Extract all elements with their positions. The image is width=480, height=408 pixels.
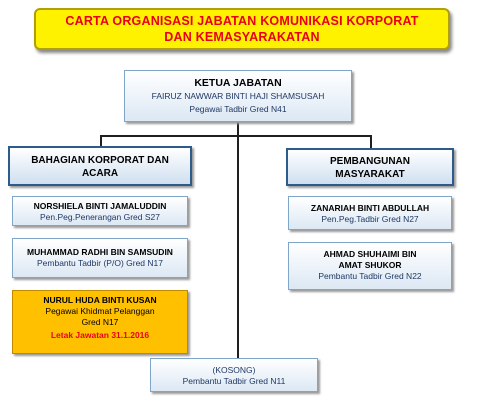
- staff-grade: Pembantu Tadbir Gred N22: [318, 271, 422, 281]
- staff-name: MUHAMMAD RADHI BIN SAMSUDIN: [27, 247, 173, 257]
- vacant-position-box: [150, 358, 318, 392]
- head-name: FAIRUZ NAWWAR BINTI HAJI SHAMSUSAH: [151, 91, 325, 101]
- left-section-header: [8, 146, 192, 186]
- right-section-line-2: MASYARAKAT: [335, 169, 405, 180]
- staff-box: [12, 238, 188, 278]
- staff-grade: Gred N17: [81, 317, 119, 327]
- staff-name: NURUL HUDA BINTI KUSAN: [43, 295, 157, 305]
- vacant-label: (KOSONG): [212, 365, 256, 375]
- connector-head-down: [237, 122, 239, 362]
- staff-name: AMAT SHUKOR: [338, 260, 402, 270]
- staff-box: [288, 242, 452, 290]
- staff-grade: Pen.Peg.Penerangan Gred S27: [39, 212, 161, 222]
- staff-grade: Pembantu Tadbir (P/O) Gred N17: [37, 258, 163, 268]
- resignation-note: Letak Jawatan 31.1.2016: [50, 330, 150, 340]
- head-role: KETUA JABATAN: [194, 77, 282, 89]
- right-section-line-1: PEMBANGUNAN: [330, 156, 410, 167]
- title-line-2: DAN KEMASYARAKATAN: [164, 30, 320, 44]
- connector-right-drop: [370, 135, 372, 149]
- staff-name: NORSHIELA BINTI JAMALUDDIN: [33, 201, 167, 211]
- staff-grade: Pegawai Khidmat Pelanggan: [45, 306, 155, 316]
- left-section-line-2: ACARA: [81, 168, 119, 179]
- left-section-line-1: BAHAGIAN KORPORAT DAN: [31, 155, 169, 166]
- staff-grade: Pen.Peg.Tadbir Gred N27: [321, 214, 419, 224]
- head-of-department-box: [124, 70, 352, 122]
- staff-box-highlighted: [12, 290, 188, 354]
- head-grade: Pegawai Tadbir Gred N41: [189, 104, 287, 114]
- connector-horizontal: [100, 135, 372, 137]
- title-line-1: CARTA ORGANISASI JABATAN KOMUNIKASI KORPORAT: [65, 14, 419, 28]
- staff-name: AHMAD SHUHAIMI BIN: [323, 249, 417, 259]
- title-banner: [34, 8, 450, 50]
- right-section-header: [286, 148, 454, 186]
- vacant-grade: Pembantu Tadbir Gred N11: [182, 376, 286, 386]
- staff-box: [288, 196, 452, 230]
- staff-box: [12, 196, 188, 226]
- staff-name: ZANARIAH BINTI ABDULLAH: [310, 203, 430, 213]
